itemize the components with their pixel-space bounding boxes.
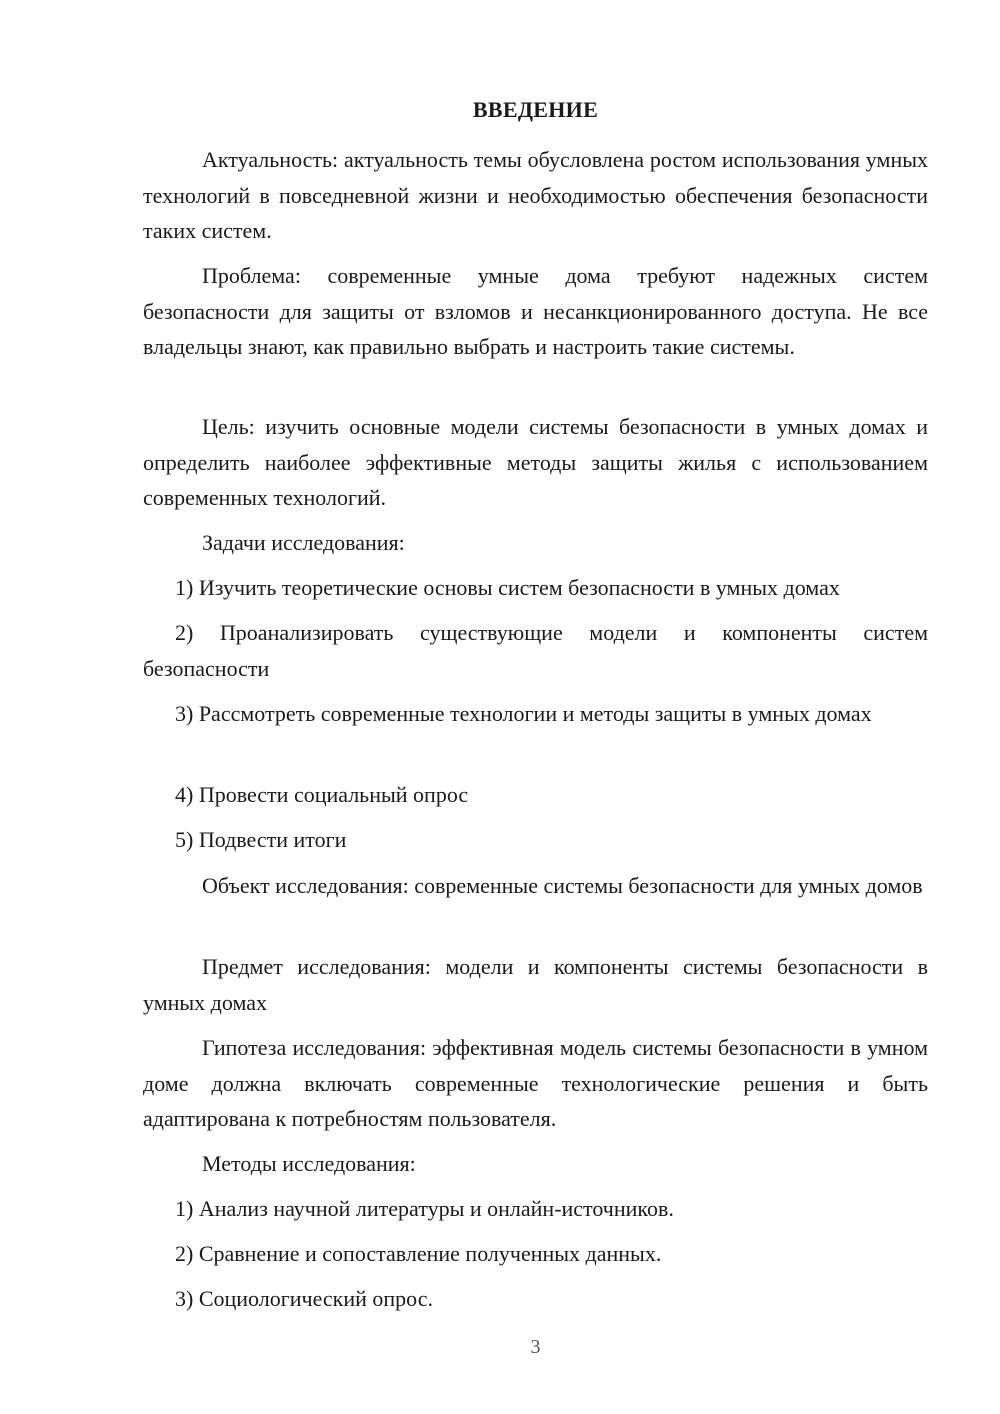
method-item-1: 1) Анализ научной литературы и онлайн-источников. (175, 1196, 674, 1221)
section-title: ВВЕДЕНИЕ (472, 97, 599, 122)
paragraph-problem: Проблема: современные умные дома требуют надежных систем безопасности для защиты от взломов и несанкционированного доступа. Не все владельцы знают, как правильно выбрать и настроить такие системы. (143, 263, 928, 359)
paragraph-methods-heading: Методы исследования: (202, 1151, 416, 1176)
task-item-4: 4) Провести социальный опрос (175, 782, 469, 807)
method-item-3: 3) Социологический опрос. (175, 1286, 433, 1311)
paragraph-relevance: Актуальность: актуальность темы обусловлена ростом использования умных технологий в повседневной жизни и необходимостью обеспечения безопасности таких систем. (143, 147, 928, 243)
task-item-3: 3) Рассмотреть современные технологии и методы защиты в умных домах (175, 701, 872, 726)
paragraph-object: Объект исследования: современные системы безопасности для умных домов (202, 873, 923, 898)
paragraph-tasks-heading: Задачи исследования: (202, 530, 405, 555)
paragraph-subject: Предмет исследования: модели и компоненты системы безопасности в умных домах (143, 954, 928, 1015)
document-page (143, 0, 928, 1414)
page-number: 3 (530, 1336, 541, 1358)
task-item-2: 2) Проанализировать существующие модели и компоненты систем безопасности (143, 620, 928, 681)
method-item-2: 2) Сравнение и сопоставление полученных данных. (175, 1241, 662, 1266)
paragraph-hypothesis: Гипотеза исследования: эффективная модель системы безопасности в умном доме должна включать современные технологические решения и быть адаптирована к потребностям пользователя. (143, 1035, 928, 1131)
task-item-1: 1) Изучить теоретические основы систем безопасности в умных домах (175, 575, 840, 600)
paragraph-goal: Цель: изучить основные модели системы безопасности в умных домах и определить наиболее эффективные методы защиты жилья с использованием современных технологий. (143, 414, 928, 510)
task-item-5: 5) Подвести итоги (175, 827, 347, 852)
